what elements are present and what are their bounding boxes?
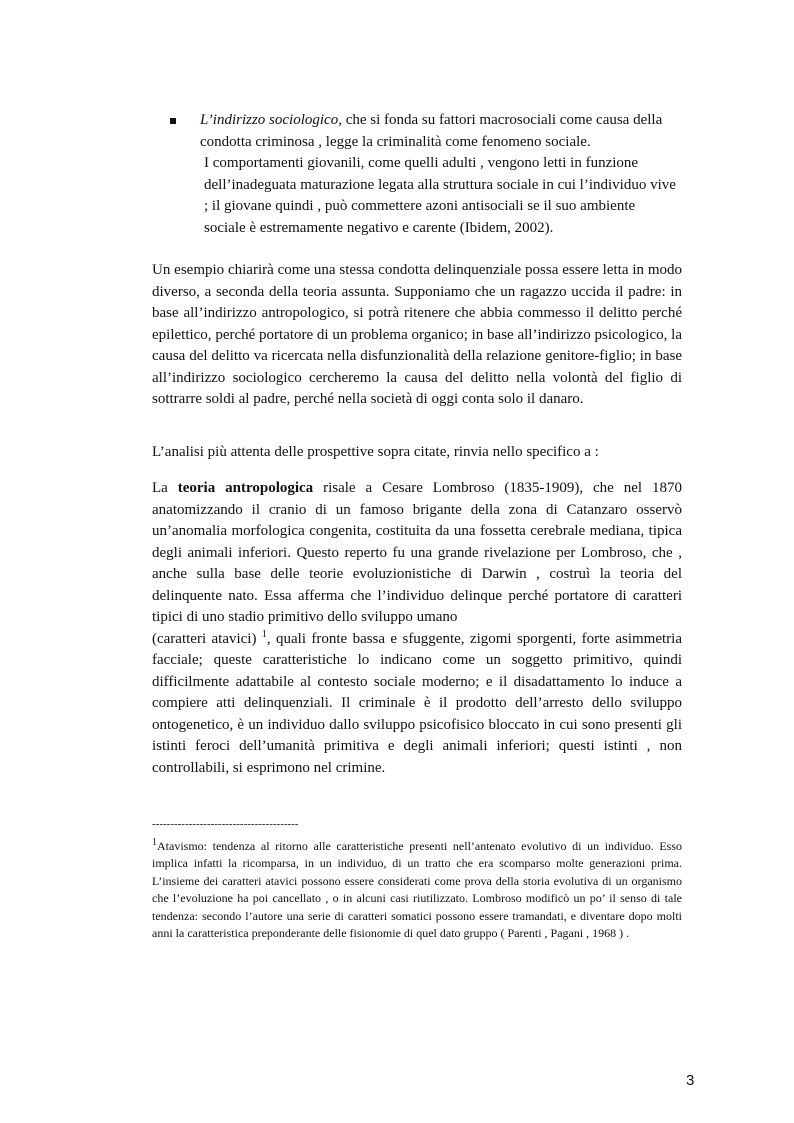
- bullet-text-1: , che si fonda su fattori macrosociali come causa della condotta criminosa , legge la criminalità come fenomeno sociale.: [200, 112, 663, 150]
- p3-text-b: (caratteri atavici): [152, 630, 262, 647]
- bullet-italic-lead: L’indirizzo sociologico: [200, 112, 339, 128]
- footnote-text: Atavismo: tendenza al ritorno alle caratteristiche presenti nell’antenato evolutivo di un individuo. Esso implica infatti la ricomparsa, in un individuo, di un tratto che era scomparso molte generazioni prima. L’insieme dei caratteri atavici possono essere considerati come prova della storia evolutiva di un organismo che l’evoluzione ha poi cancellato , o in alcuni casi riutilizzato. Lombroso modificò un po’ il senso di tale tendenza: secondo l’autore una serie di caratteri somatici possono essere tramandati, e diventare dopo molti anni la caratteristica preponderante delle fisionomie di quel dato gruppo ( Parenti , Pagani , 1968 ) .: [152, 839, 682, 941]
- bullet-text-2: I comportamenti giovanili, come quelli adulti , vengono letti in funzione dell’inadeguata maturazione legata alla struttura sociale in cui l’individuo vive ; il giovane quindi , può commettere azoni antisociali se il suo ambiente sociale è estremamente negativo e carente (Ibidem, 2002).: [204, 155, 676, 236]
- bullet-text: [200, 110, 680, 239]
- footnote-reference: 1: [261, 628, 267, 640]
- paragraph-analisi: L’analisi più attenta delle prospettive sopra citate, rinvia nello specifico a :: [152, 444, 599, 460]
- square-bullet-icon: [170, 118, 176, 124]
- paragraph-teoria-antropologica: [152, 478, 682, 779]
- p3-bold-term: teoria antropologica: [177, 480, 314, 496]
- footnote: [152, 838, 682, 942]
- footnote-separator: ----------------------------------------: [152, 818, 299, 830]
- p3-intro: La: [152, 480, 178, 496]
- paragraph-esempio: Un esempio chiarirà come una stessa condotta delinquenziale possa essere letta in modo diverso, a seconda della teoria assunta. Supponiamo che un ragazzo uccida il padre: in base all’indirizzo antropologico, si potrà ritenere che abbia commesso il delitto perché epilettico, perché portatore di un problema organico; in base all’indirizzo psicologico, la causa del delitto va ricercata nella disfunzionalità della relazione genitore-figlio; in base all’indirizzo sociologico cercheremo la causa del delitto nella volontà del figlio di sottrarre soldi al padre, perché nella società di oggi conta solo il danaro.: [152, 262, 682, 407]
- footnote-number: 1: [152, 837, 157, 848]
- p3-text-a: risale a Cesare Lombroso (1835-1909), che nel 1870 anatomizzando il cranio di un famoso brigante della zona di Catanzaro osservò un’anomalia morfologica congenita, costituita da una fossetta cerebrale mediana, tipica degli animali inferiori. Questo reperto fu una grande rivelazione per Lombroso, che , anche sulla base delle teorie evoluzionistiche di Darwin , costruì la teoria del delinquente nato. Essa afferma che l’individuo delinque perché portatore di caratteri tipici di uno stadio primitivo dello sviluppo umano: [152, 480, 682, 625]
- p3-text-c: , quali fronte bassa e sfuggente, zigomi sporgenti, forte asimmetria facciale; queste caratteristiche lo indicano come un soggetto primitivo, quindi difficilmente adattabile al contesto sociale moderno; e il disadattamento lo induce a compiere atti delinquenziali. Il criminale è il prodotto dell’arresto dello sviluppo ontogenetico, è un individuo dallo sviluppo psicofisico bloccato in cui sono presenti gli istinti feroci dell’umanità primitiva e degli animali inferiori; questi istinti , non controllabili, si esprimono nel crimine.: [152, 630, 682, 776]
- page-number: 3: [686, 1072, 695, 1089]
- bullet-item-sociologico: [170, 110, 680, 239]
